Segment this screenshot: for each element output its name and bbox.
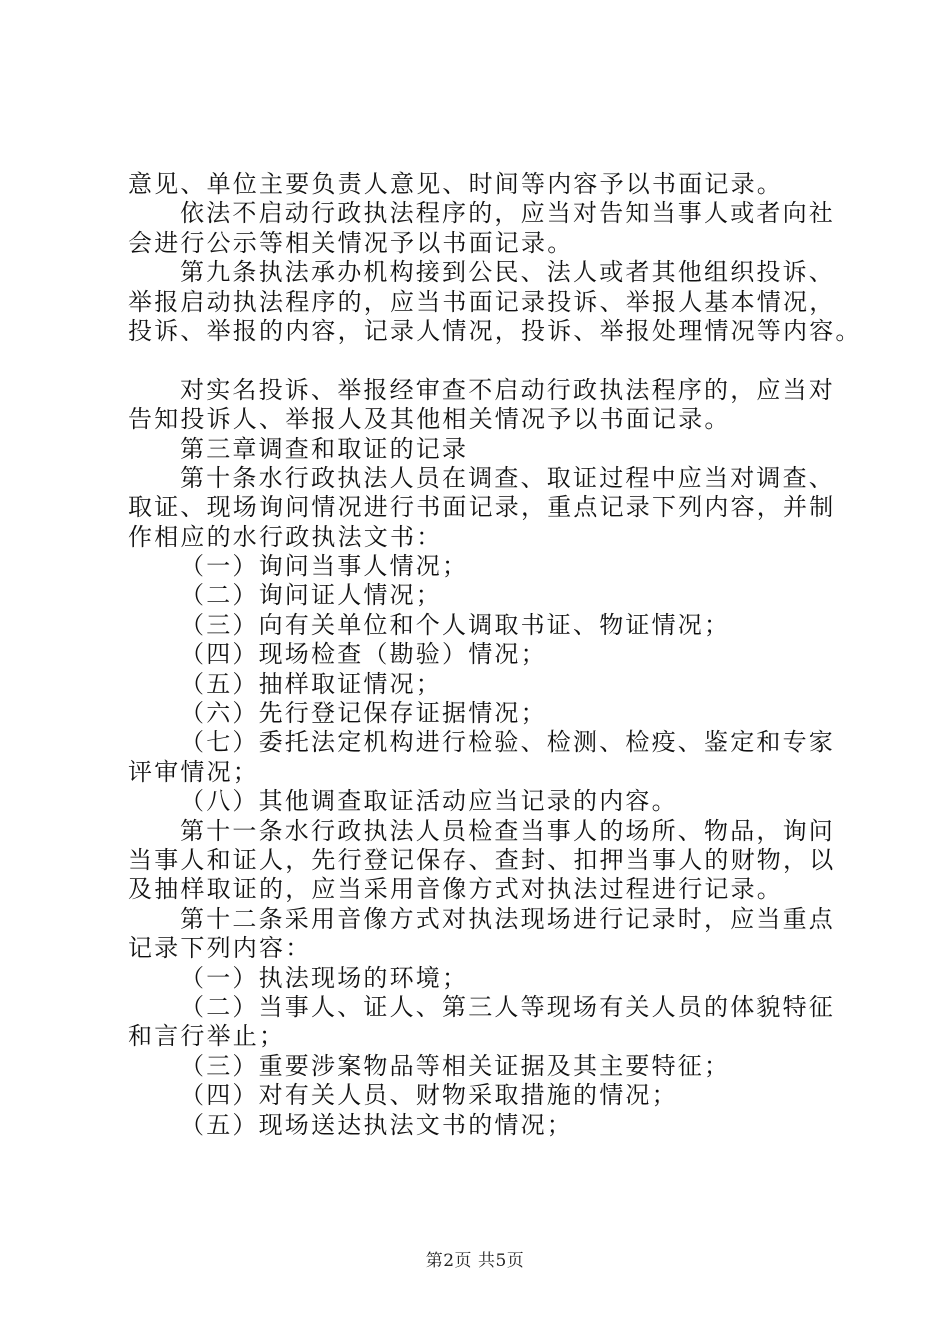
text-line: （七）委托法定机构进行检验、检测、检疫、鉴定和专家 <box>180 728 835 757</box>
text-line: （六）先行登记保存证据情况； <box>180 699 547 728</box>
text-line: 举报启动执法程序的，应当书面记录投诉、举报人基本情况， <box>128 287 836 316</box>
text-line: （四）现场检查（勘验）情况； <box>180 640 547 669</box>
text-line: （三）向有关单位和个人调取书证、物证情况； <box>180 610 731 639</box>
text-line: （二）当事人、证人、第三人等现场有关人员的体貌特征 <box>180 992 835 1021</box>
text-line: （一）询问当事人情况； <box>180 552 469 581</box>
text-line: 评审情况； <box>128 757 259 786</box>
text-line: 意见、单位主要负责人意见、时间等内容予以书面记录。 <box>128 170 783 198</box>
text-line: 及抽样取证的，应当采用音像方式对执法过程进行记录。 <box>128 875 783 904</box>
text-line: 第十二条采用音像方式对执法现场进行记录时，应当重点 <box>180 904 835 933</box>
text-line: 取证、现场询问情况进行书面记录，重点记录下列内容，并制 <box>128 493 836 522</box>
paragraph <box>128 1111 838 1140</box>
blank-line <box>128 346 838 375</box>
paragraph <box>128 817 838 905</box>
text-line: 当事人和证人，先行登记保存、查封、扣押当事人的财物，以 <box>128 845 836 874</box>
text-line: 和言行举止； <box>128 1022 286 1051</box>
paragraph <box>128 787 838 816</box>
text-line: 第十一条水行政执法人员检查当事人的场所、物品，询问 <box>180 816 835 845</box>
paragraph <box>128 199 838 258</box>
paragraph <box>128 376 838 435</box>
paragraph <box>128 964 838 993</box>
text-line: 第十条水行政执法人员在调查、取证过程中应当对调查、 <box>180 463 835 492</box>
text-line: （八）其他调查取证活动应当记录的内容。 <box>180 787 678 816</box>
paragraph <box>128 670 838 699</box>
text-line: （一）执法现场的环境； <box>180 963 469 992</box>
paragraph <box>128 170 838 199</box>
paragraph <box>128 258 862 346</box>
page-number-footer: 第2页 共5页 <box>425 1251 525 1271</box>
text-line: 第三章调查和取证的记录 <box>180 434 469 463</box>
text-line: （五）抽样取证情况； <box>180 669 442 698</box>
paragraph <box>128 464 838 552</box>
paragraph <box>128 699 838 728</box>
paragraph <box>128 640 838 669</box>
text-line: 告知投诉人、举报人及其他相关情况予以书面记录。 <box>128 405 731 434</box>
text-line: 第九条执法承办机构接到公民、法人或者其他组织投诉、 <box>180 258 835 287</box>
text-line: 投诉、举报的内容，记录人情况，投诉、举报处理情况等内容。 <box>128 316 862 345</box>
text-line: 作相应的水行政执法文书： <box>128 522 443 551</box>
paragraph <box>128 435 838 464</box>
text-line: 对实名投诉、举报经审查不启动行政执法程序的，应当对 <box>180 375 835 404</box>
document-body <box>128 170 862 1140</box>
paragraph <box>128 728 838 787</box>
paragraph <box>128 993 838 1052</box>
text-line: 依法不启动行政执法程序的，应当对告知当事人或者向社 <box>180 199 835 228</box>
text-line: 记录下列内容： <box>128 934 312 963</box>
text-line: （四）对有关人员、财物采取措施的情况； <box>180 1081 678 1110</box>
text-line: 会进行公示等相关情况予以书面记录。 <box>128 228 574 257</box>
paragraph <box>128 581 838 610</box>
paragraph <box>128 611 838 640</box>
paragraph <box>128 1052 838 1081</box>
text-line: （五）现场送达执法文书的情况； <box>180 1110 573 1139</box>
text-line: （三）重要涉案物品等相关证据及其主要特征； <box>180 1051 731 1080</box>
paragraph <box>128 1081 838 1110</box>
text-line: （二）询问证人情况； <box>180 581 442 610</box>
paragraph <box>128 552 838 581</box>
paragraph <box>128 905 838 964</box>
